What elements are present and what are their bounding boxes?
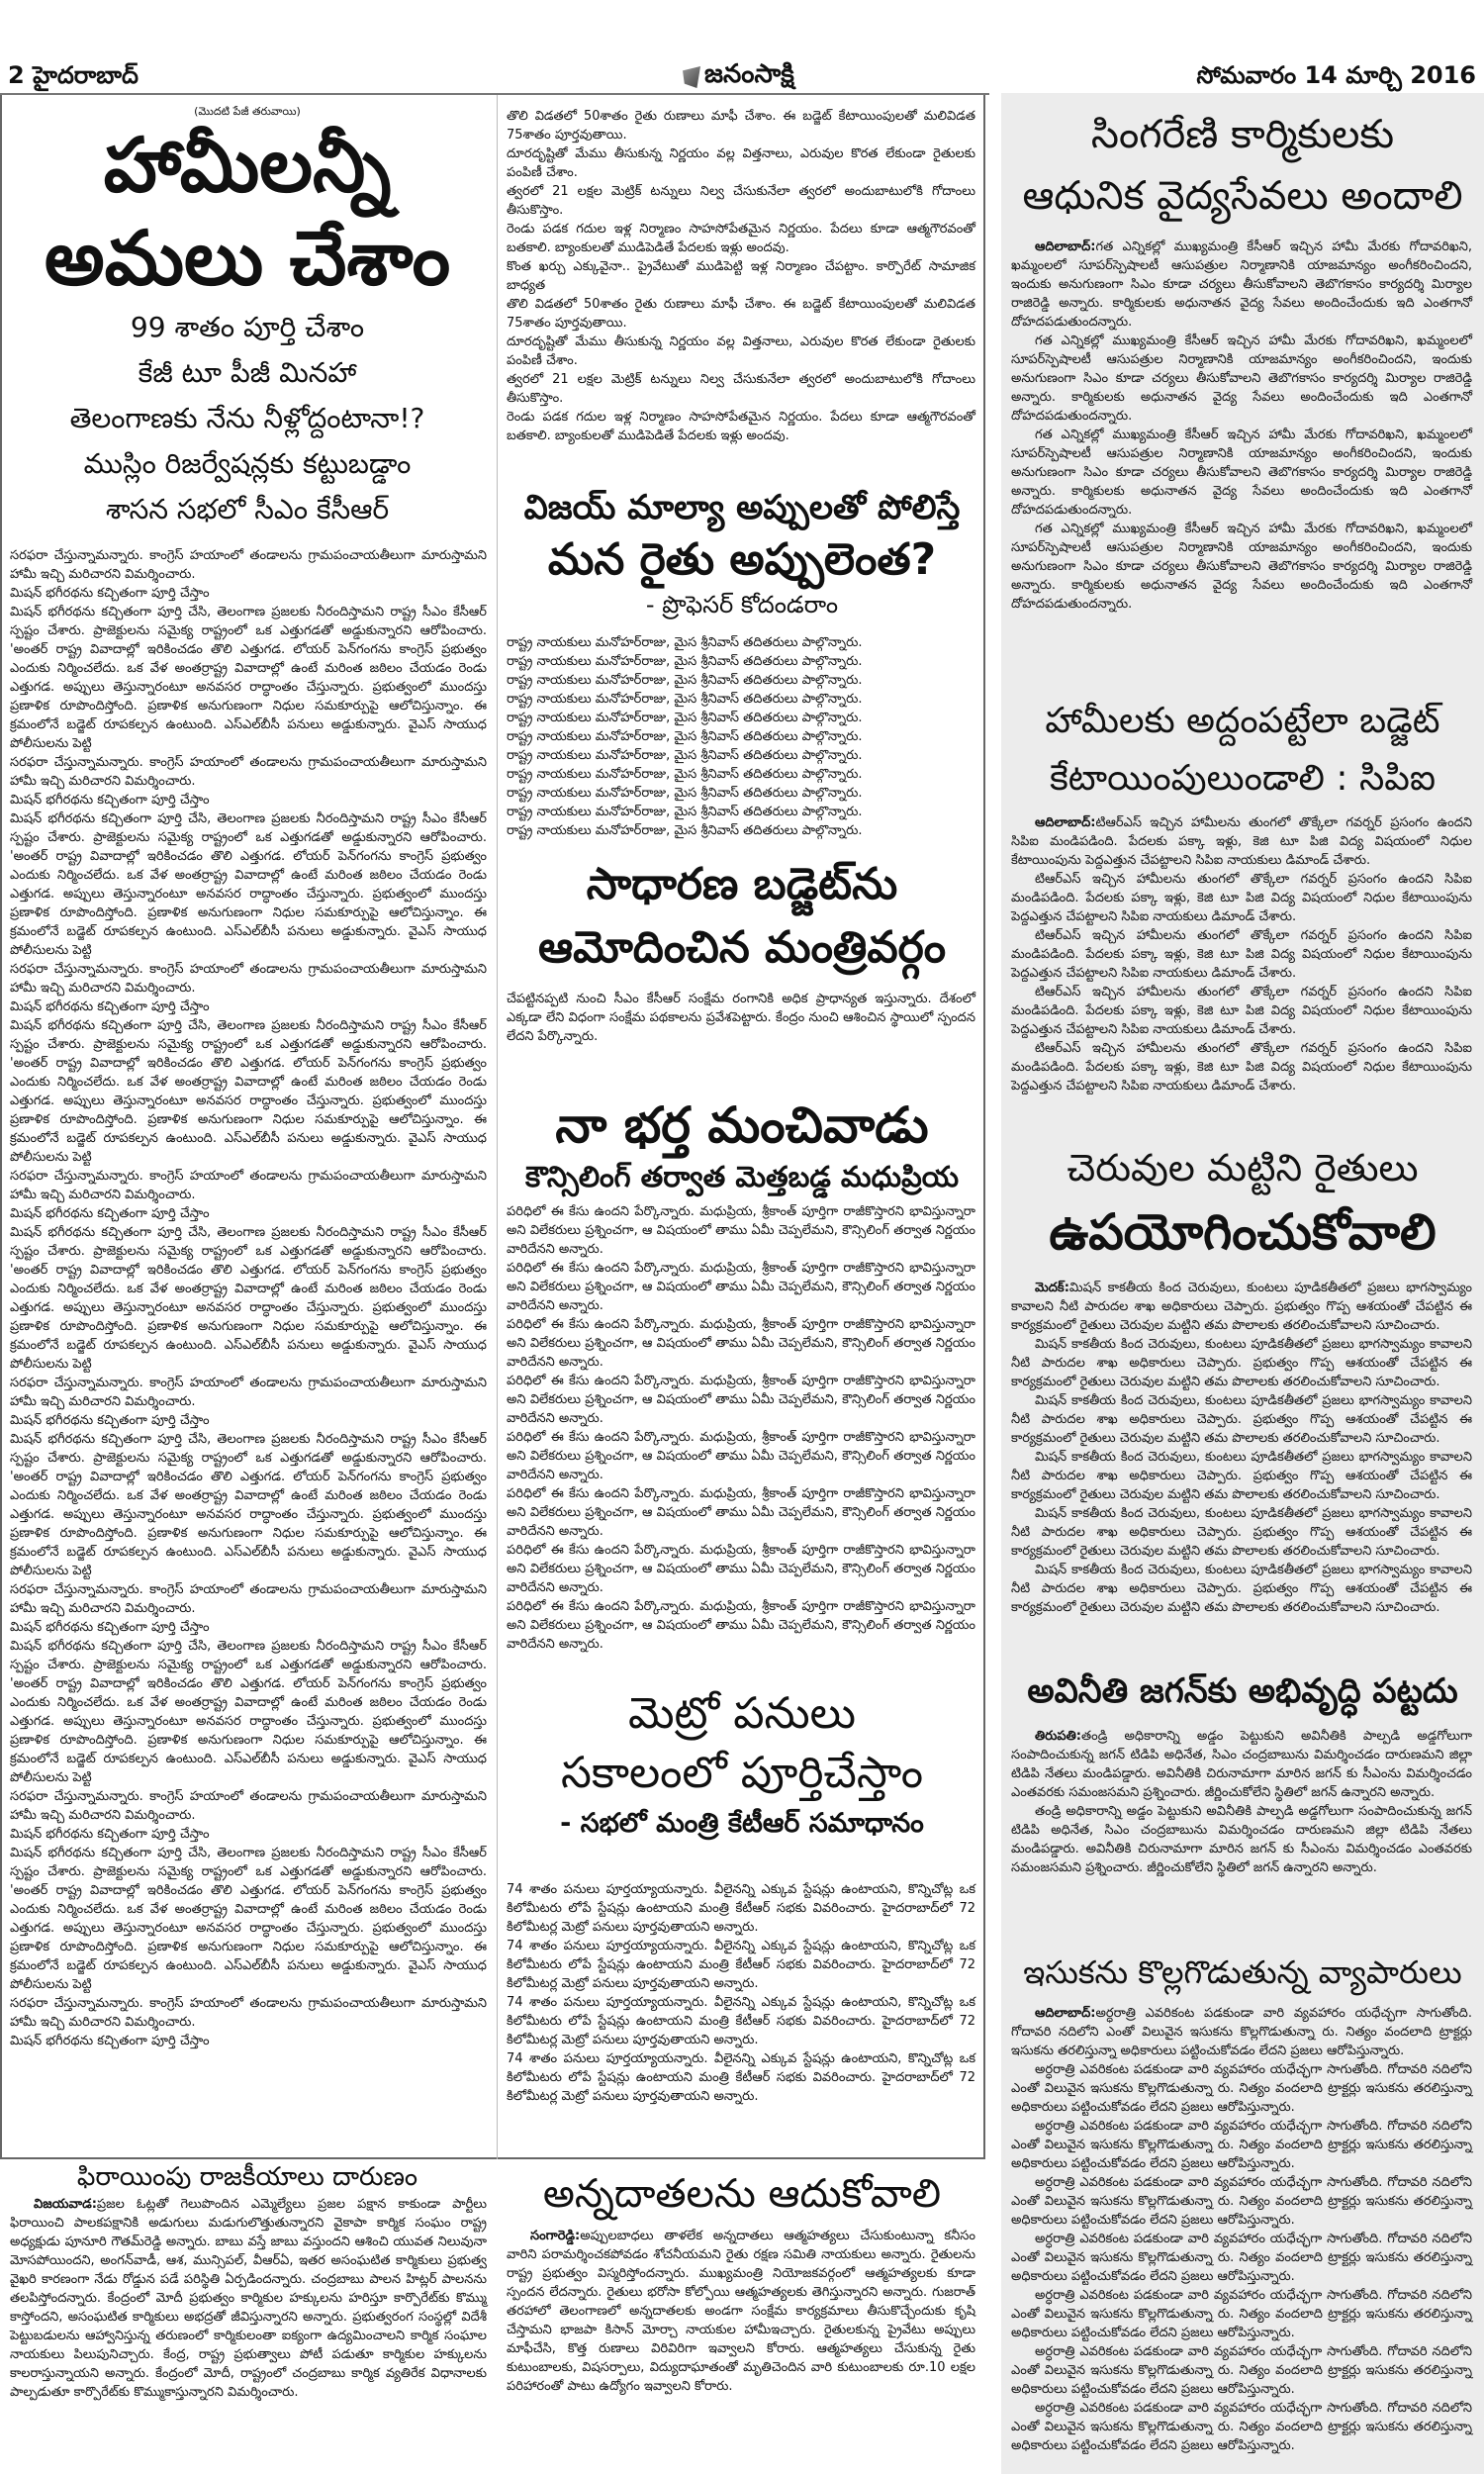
singareni-story-body [1011,238,1472,673]
paragraph-continued: పరిధిలో ఈ కేసు ఉందని పేర్కొన్నారు. మధుప్రియ, శ్రీకాంత్ పూర్తిగా రాజీకొస్తారని భావిస్తున్నారా అని విలేకరులు ప్రశ్నించగా, ఆ విషయంలో తాము ఏమీ చెప్పలేమని, కౌన్సిలింగ్ తర్వాత నిర్ణయం వారిదేనని అన్నారు. [507,1261,975,1313]
paragraph-continued [1011,520,1472,614]
paragraph: తొలి విడతలో 50శాతం రైతు రుణాలు మాఫీ చేశాం. ఈ బడ్జెట్ కేటాయింపులతో మలివిడత 75శాతం పూర్తవుతాయి. [507,109,975,143]
main-subhead-4: ముస్లిం రిజర్వేషన్లకు కట్టుబడ్డాం [83,447,412,480]
paragraph-continued: రాష్ట్ర నాయకులు మనోహర్‌రాజు, మైస శ్రీనివాస్ తదితరులు పాల్గొన్నారు. [507,805,863,819]
mallya-headline-2: మన రైతు అప్పులెంత? [547,534,937,585]
paragraph: సరఫరా చేస్తున్నామన్నారు. కాంగ్రెస్ హయాంలో తండాలను గ్రామపంచాయతీలుగా మారుస్తామని హామీ ఇచ్చి మరిచారని విమర్శించారు. [10,548,487,582]
paragraph: కొంత ఖర్చు ఎక్కువైనా.. ప్రైవేటుతో ముడిపెట్టి ఇళ్ల నిర్మాణం చేపట్టాం. కార్పొరేట్ సామాజిక బాధ్యత [507,259,975,293]
paragraph-continued: రాష్ట్ర నాయకులు మనోహర్‌రాజు, మైస శ్రీనివాస్ తదితరులు పాల్గొన్నారు. [507,729,863,744]
section-subhead: మిషన్ భగీరథను కచ్చితంగా పూర్తి చేస్తాం [10,586,210,601]
paragraph-continued: మిషన్ భగీరథను కచ్చితంగా పూర్తి చేసి, తెలంగాణ ప్రజలకు నీరందిస్తామని రాష్ట్ర సీఎం కేసీఆర్ స్పష్టం చేశారు. ప్రాజెక్టులను సమైక్య రాష్ట్రంలో ఒక ఎత్తుగడతో అడ్డుకున్నారని ఆరోపించారు. 'అంతర్ రాష్ట్ర వివాదాల్లో ఇరికించడం తొలి ఎత్తుగడ. లోయర్ పెన్‌గంగను కాంగ్రెస్ ప్రభుత్వం ఎందుకు నిర్మించలేదు. ఒక వేళ అంతర్రాష్ట్ర వివాదాల్లో ఉంటే మరింత జఠిలం చేయడం రెండు ఎత్తుగడ. అప్పులు తెస్తున్నారంటూ అనవసర రాద్ధాంతం చేస్తున్నారు. ప్రభుత్వంలో ముందస్తు ప్రణాళిక రూపొందిస్తోంది. ప్రణాళిక అనుగుణంగా నిధుల సమకూర్పుపై ఆలోచిస్తున్నాం. ఈ క్రమంలోనే బడ్జెట్ రూపకల్పన ఉంటుంది. ఎస్ఎల్‌బీసీ పనులు అడ్డుకున్నారు. వైఎస్ సాయుధ పోలీసులను పెట్టి [10,1432,487,1578]
paragraph-continued: రాష్ట్ర నాయకులు మనోహర్‌రాజు, మైస శ్రీనివాస్ తదితరులు పాల్గొన్నారు. [507,748,863,763]
city-label: హైదరాబాద్ [33,61,139,89]
dateline: తిరుపతి: [1035,1729,1081,1744]
jagan-story-header [1007,1663,1478,1720]
budget-headline-1: సాధారణ బడ్జెట్‌ను [586,859,898,909]
paragraph-continued: సరఫరా చేస్తున్నామన్నారు. కాంగ్రెస్ హయాంలో తండాలను గ్రామపంచాయతీలుగా మారుస్తామని హామీ ఇచ్చి మరిచారని విమర్శించారు. [10,755,487,789]
main-story-continued-body [507,107,975,465]
paragraph [1011,2004,1472,2060]
singareni-headline-2: ఆధునిక వైద్యసేవలు అందాలి [1022,173,1463,219]
paragraph-text: అప్పులబాధలు తాళలేక అన్నదాతలు ఆత్మహత్యలు చేసుకుంటున్నా కనీసం వారిని పరామర్శించకపోవడం శోచనీయమని రైతు రక్షణ సమితి నాయకులు అన్నారు. రైతులను రాష్ట్ర ప్రభుత్వం విస్మరిస్తోందన్నారు. ముఖ్యమంత్రి నియోజకవర్గంలో ఆత్మహత్యలకు కూడా స్పందన లేదన్నారు. రైతులు భరోసా కోల్పోయి ఆత్మహత్యలకు తెగిస్తున్నారని అన్నారు. గుజరాత్ తరహాలో తెలంగాణలో అన్నదాతలకు అండగా సంక్షేమ కార్యక్రమాలు తీసుకొచ్చేందుకు కృషి చేస్తామని భాజపా కిసాన్ మోర్చా నాయకుల హామీఇచ్చారు. రైతులకున్న ప్రైవేటు అప్పులు మాఫీచేసి, కొత్త రుణాలు విరివిరిగా ఇవ్వాలని కోరారు. ఆత్మహత్యలు చేసుకున్న రైతు కుటుంబాలకు, విషసర్పాలు, విద్యుదాఘాతంతో మృతిచెందిన వారి కుటుంబాలకు రూ.10 లక్షల పరిహారంతో పాటు ఉద్యోగం ఇవ్వాలని కోరారు. [507,2229,975,2394]
paragraph: చేపట్టినప్పటి నుంచి సీఎం కేసీఆర్ సంక్షేమ రంగానికి అధిక ప్రాధాన్యత ఇస్తున్నారు. దేశంలో ఎక్కడా లేని విధంగా సంక్షేమ పథకాలను ప్రవేశపెట్టారు. కేంద్రం నుంచి ఆశించిన స్థాయిలో స్పందన లేదని పేర్కొన్నారు. [507,992,975,1044]
paragraph-continued [1011,870,1472,926]
paragraph-continued: మిషన్ భగీరథను కచ్చితంగా పూర్తి చేస్తాం [10,999,210,1014]
paragraph-text: గత ఎన్నికల్లో ముఖ్యమంత్రి కేసీఆర్ ఇచ్చిన హామీ మేరకు గోదావరిఖని, ఖమ్మంలలో సూపర్‌స్పెషాలటీ ఆసుపత్రుల నిర్మాణానికి యాజమాన్యం అంగీకరించిందని, ఇందుకు అనుగుణంగా సిఎం కూడా చర్యలు తీసుకోవాలని తెబొగకాసం కార్యదర్శి మిర్యాల రాజిరెడ్డి అన్నారు. కార్మికులకు అధునాతన వైద్య సేవలు అందించేందుకు ఇది ఎంతగానో దోహదపడుతుందన్నారు. [1011,428,1472,518]
paragraph-text: మిషన్ కాకతీయ కింద చెరువులు, కుంటలు పూడికతీతలో ప్రజలు భాగస్వామ్యం కావాలని నీటి పారుదల శాఖ అధికారులు చెప్పారు. ప్రభుత్వం గొప్ప ఆశయంతో చేపట్టిన ఈ కార్యక్రమంలో రైతులు చెరువుల మట్టిని తమ పొలాలకు తరలించుకోవాలని సూచించారు. [1011,1506,1472,1559]
paragraph-continued: త్వరలో 21 లక్షల మెట్రిక్ టన్నులు నిల్వ చేసుకునేలా త్వరలో అందుబాటులోకి గోదాంలు తీసుకొస్తాం. [507,372,975,406]
sand-story-header [1007,1945,1478,2000]
budget-story-body [507,990,975,1081]
paragraph-text: అర్ధరాత్రి ఎవరికంట పడకుండా వారి వ్యవహారం యధేచ్ఛగా సాగుతోంది. గోదావరి నదిలోని ఎంతో విలువైన ఇసుకను కొల్లగొడుతున్నా రు. నిత్యం వందలాది ట్రాక్టర్లు ఇసుకను తరలిస్తున్నా అధికారులు పట్టించుకోవడం లేదని ప్రజలు ఆరోపిస్తున్నారు. [1011,2232,1472,2284]
paragraph-continued: సరఫరా చేస్తున్నామన్నారు. కాంగ్రెస్ హయాంలో తండాలను గ్రామపంచాయతీలుగా మారుస్తామని హామీ ఇచ్చి మరిచారని విమర్శించారు. [10,1376,487,1409]
madhupriya-subhead: కౌన్సిలింగ్ తర్వాత మెత్తబడ్డ మధుప్రియ [524,1160,959,1193]
paragraph: త్వరలో 21 లక్షల మెట్రిక్ టన్నులు నిల్వ చేసుకునేలా త్వరలో అందుబాటులోకి గోదాంలు తీసుకొస్తాం. [507,184,975,218]
main-subhead-3: తెలంగాణకు నేను నీళ్లోద్దంటానా!? [69,402,425,434]
budget-headline-2: ఆమోదించిన మంత్రివర్గం [537,922,947,973]
paragraph-text: తండ్రి అధికారాన్ని అడ్డం పెట్టుకుని అవినీతికి పాల్పడి అడ్డగోలుగా సంపాదించుకున్న జగన్ టిడిపి అధినేత, సిఎం చంద్రబాబును విమర్శించడం దారుణమని జిల్లా టిడిపి నేతలు మండిపడ్డారు. అవినీతికి చిరునామాగా మారిన జగన్ కు సీఎంను విమర్శించడం ఎంతవరకు సమంజసమని ప్రశ్నించారు. జీర్ణించుకోలేని స్థితిలో జగన్ ఉన్నారని అన్నారు. [1011,1804,1472,1875]
metro-story-body [507,1880,975,2147]
paragraph-continued: 74 శాతం పనులు పూర్తయ్యాయన్నారు. వీలైనన్ని ఎక్కువ స్టేషన్లు ఉంటాయని, కొన్నిచోట్ల ఒక కిలోమీటరు లోపే స్టేషన్లు ఉంటాయని మంత్రి కేటీఆర్ సభకు వివరించారు. హైదరాబాద్‌లో 72 కిలోమీటర్ల మెట్రో పనులు పూర్తవుతాయని అన్నారు. [507,1939,975,1991]
paragraph-text: గత ఎన్నికల్లో ముఖ్యమంత్రి కేసీఆర్ ఇచ్చిన హామీ మేరకు గోదావరిఖని, ఖమ్మంలలో సూపర్‌స్పెషాలటీ ఆసుపత్రుల నిర్మాణానికి యాజమాన్యం అంగీకరించిందని, ఇందుకు అనుగుణంగా సిఎం కూడా చర్యలు తీసుకోవాలని తెబొగకాసం కార్యదర్శి మిర్యాల రాజిరెడ్డి అన్నారు. కార్మికులకు అధునాతన వైద్య సేవలు అందించేందుకు ఇది ఎంతగానో దోహదపడుతుందన్నారు. [1011,522,1472,612]
paragraph-continued: సరఫరా చేస్తున్నామన్నారు. కాంగ్రెస్ హయాంలో తండాలను గ్రామపంచాయతీలుగా మారుస్తామని హామీ ఇచ్చి మరిచారని విమర్శించారు. [10,1789,487,1823]
paragraph-continued: సరఫరా చేస్తున్నామన్నారు. కాంగ్రెస్ హయాంలో తండాలను గ్రామపంచాయతీలుగా మారుస్తామని హామీ ఇచ్చి మరిచారని విమర్శించారు. [10,1996,487,2030]
paragraph-continued: పరిధిలో ఈ కేసు ఉందని పేర్కొన్నారు. మధుప్రియ, శ్రీకాంత్ పూర్తిగా రాజీకొస్తారని భావిస్తున్నారా అని విలేకరులు ప్రశ్నించగా, ఆ విషయంలో తాము ఏమీ చెప్పలేమని, కౌన్సిలింగ్ తర్వాత నిర్ణయం వారిదేనని అన్నారు. [507,1374,975,1426]
paper-name: జనంసాక్షి [704,59,794,89]
issue-date: సోమవారం 14 మార్చి 2016 [1196,61,1476,89]
paragraph-text: అర్ధరాత్రి ఎవరికంట పడకుండా వారి వ్యవహారం యధేచ్ఛగా సాగుతోంది. గోదావరి నదిలోని ఎంతో విలువైన ఇసుకను కొల్లగొడుతున్నా రు. నిత్యం వందలాది ట్రాక్టర్లు ఇసుకను తరలిస్తున్నా అధికారులు పట్టించుకోవడం లేదని ప్రజలు ఆరోపిస్తున్నారు. [1011,2062,1472,2115]
mallya-story-header [505,483,979,621]
paragraph-text: అర్ధరాత్రి ఎవరికంట పడకుండా వారి వ్యవహారం యధేచ్ఛగా సాగుతోంది. గోదావరి నదిలోని ఎంతో విలువైన ఇసుకను కొల్లగొడుతున్నా రు. నిత్యం వందలాది ట్రాక్టర్లు ఇసుకను తరలిస్తున్నా అధికారులు పట్టించుకోవడం లేదని ప్రజలు ఆరోపిస్తున్నారు. [1011,2401,1472,2453]
paragraph-continued [1011,2342,1472,2399]
paragraph-continued: రాష్ట్ర నాయకులు మనోహర్‌రాజు, మైస శ్రీనివాస్ తదితరులు పాల్గొన్నారు. [507,711,863,725]
logo-icon [683,66,700,88]
tanks-story-body [1011,1279,1472,1655]
metro-headline-1: మెట్రో పనులు [627,1688,857,1739]
paragraph-continued: 74 శాతం పనులు పూర్తయ్యాయన్నారు. వీలైనన్ని ఎక్కువ స్టేషన్లు ఉంటాయని, కొన్నిచోట్ల ఒక కిలోమీటరు లోపే స్టేషన్లు ఉంటాయని మంత్రి కేటీఆర్ సభకు వివరించారు. హైదరాబాద్‌లో 72 కిలోమీటర్ల మెట్రో పనులు పూర్తవుతాయని అన్నారు. [507,1995,975,2047]
dateline: విజయవాడ: [34,2197,97,2212]
paragraph [507,2227,975,2396]
jagan-story-body [1011,1727,1472,1935]
mallya-headline-1: విజయ్ మాల్యా అప్పులతో పోలిస్తే [523,488,961,527]
paragraph-text: అర్ధరాత్రి ఎవరికంట పడకుండా వారి వ్యవహారం యధేచ్ఛగా సాగుతోంది. గోదావరి నదిలోని ఎంతో విలువైన ఇసుకను కొల్లగొడుతున్నా రు. నిత్యం వందలాది ట్రాక్టర్లు ఇసుకను తరలిస్తున్నా అధికారులు పట్టించుకోవడం లేదని ప్రజలు ఆరోపిస్తున్నారు. [1011,2175,1472,2228]
dateline: మెదక్: [1035,1281,1069,1295]
paragraph-continued [1011,2399,1472,2455]
paragraph-text: అర్ధరాత్రి ఎవరికంట పడకుండా వారి వ్యవహారం యధేచ్ఛగా సాగుతోంది. గోదావరి నదిలోని ఎంతో విలువైన ఇసుకను కొల్లగొడుతున్నా రు. నిత్యం వందలాది ట్రాక్టర్లు ఇసుకను తరలిస్తున్నా అధికారులు పట్టించుకోవడం లేదని ప్రజలు ఆరోపిస్తున్నారు. [1011,2288,1472,2340]
madhupriya-story-header [505,1094,979,1197]
paragraph-continued [1011,2117,1472,2173]
paragraph-continued [1011,2230,1472,2286]
paragraph-continued: 74 శాతం పనులు పూర్తయ్యాయన్నారు. వీలైనన్ని ఎక్కువ స్టేషన్లు ఉంటాయని, కొన్నిచోట్ల ఒక కిలోమీటరు లోపే స్టేషన్లు ఉంటాయని మంత్రి కేటీఆర్ సభకు వివరించారు. హైదరాబాద్‌లో 72 కిలోమీటర్ల మెట్రో పనులు పూర్తవుతాయని అన్నారు. [507,2051,975,2104]
madhupriya-headline: నా భర్త మంచివాడు [555,1096,929,1154]
paragraph-continued: పరిధిలో ఈ కేసు ఉందని పేర్కొన్నారు. మధుప్రియ, శ్రీకాంత్ పూర్తిగా రాజీకొస్తారని భావిస్తున్నారా అని విలేకరులు ప్రశ్నించగా, ఆ విషయంలో తాము ఏమీ చెప్పలేమని, కౌన్సిలింగ్ తర్వాత నిర్ణయం వారిదేనని అన్నారు. [507,1486,975,1539]
paragraph-continued [1011,1561,1472,1617]
main-subhead-1: 99 శాతం పూర్తి చేశాం [130,311,365,343]
paragraph-continued: రాష్ట్ర నాయకులు మనోహర్‌రాజు, మైస శ్రీనివాస్ తదితరులు పాల్గొన్నారు. [507,823,863,838]
metro-story-header [505,1684,979,1845]
paragraph-continued [1011,926,1472,983]
paragraph-continued [1011,2286,1472,2342]
paragraph-continued: సరఫరా చేస్తున్నామన్నారు. కాంగ్రెస్ హయాంలో తండాలను గ్రామపంచాయతీలుగా మారుస్తామని హామీ ఇచ్చి మరిచారని విమర్శించారు. [10,1582,487,1616]
dateline: సంగారెడ్డి: [530,2229,581,2243]
cpi-story-header [1007,693,1478,808]
paragraph-text: మిషన్ కాకతీయ కింద చెరువులు, కుంటలు పూడికతీతలో ప్రజలు భాగస్వామ్యం కావాలని నీటి పారుదల శాఖ అధికారులు చెప్పారు. ప్రభుత్వం గొప్ప ఆశయంతో చేపట్టిన ఈ కార్యక్రమంలో రైతులు చెరువుల మట్టిని తమ పొలాలకు తరలించుకోవాలని సూచించారు. [1011,1563,1472,1615]
main-story-body [10,546,487,2144]
paragraph-continued: మిషన్ భగీరథను కచ్చితంగా పూర్తి చేసి, తెలంగాణ ప్రజలకు నీరందిస్తామని రాష్ట్ర సీఎం కేసీఆర్ స్పష్టం చేశారు. ప్రాజెక్టులను సమైక్య రాష్ట్రంలో ఒక ఎత్తుగడతో అడ్డుకున్నారని ఆరోపించారు. 'అంతర్ రాష్ట్ర వివాదాల్లో ఇరికించడం తొలి ఎత్తుగడ. లోయర్ పెన్‌గంగను కాంగ్రెస్ ప్రభుత్వం ఎందుకు నిర్మించలేదు. ఒక వేళ అంతర్రాష్ట్ర వివాదాల్లో ఉంటే మరింత జఠిలం చేయడం రెండు ఎత్తుగడ. అప్పులు తెస్తున్నారంటూ అనవసర రాద్ధాంతం చేస్తున్నారు. ప్రభుత్వంలో ముందస్తు ప్రణాళిక రూపొందిస్తోంది. ప్రణాళిక అనుగుణంగా నిధుల సమకూర్పుపై ఆలోచిస్తున్నాం. ఈ క్రమంలోనే బడ్జెట్ రూపకల్పన ఉంటుంది. ఎస్ఎల్‌బీసీ పనులు అడ్డుకున్నారు. వైఎస్ సాయుధ పోలీసులను పెట్టి [10,811,487,958]
main-subhead-2: కేజీ టూ పీజీ మినహా [138,356,357,389]
paragraph-continued [1011,1039,1472,1095]
paragraph-continued: రాష్ట్ర నాయకులు మనోహర్‌రాజు, మైస శ్రీనివాస్ తదితరులు పాల్గొన్నారు. [507,767,863,782]
defection-headline: ఫిరాయింపు రాజకీయాలు దారుణం [76,2162,418,2192]
paragraph-continued [1011,983,1472,1039]
paragraph-continued: రాష్ట్ర నాయకులు మనోహర్‌రాజు, మైస శ్రీనివాస్ తదితరులు పాల్గొన్నారు. [507,654,863,669]
paragraph [1011,1727,1472,1802]
cpi-headline-1: హామీలకు అద్దంపట్టేలా బడ్జెట్ [1045,701,1440,741]
farmers-story-header [505,2167,979,2221]
paragraph-continued [1011,2173,1472,2230]
paragraph-continued: పరిధిలో ఈ కేసు ఉందని పేర్కొన్నారు. మధుప్రియ, శ్రీకాంత్ పూర్తిగా రాజీకొస్తారని భావిస్తున్నారా అని విలేకరులు ప్రశ్నించగా, ఆ విషయంలో తాము ఏమీ చెప్పలేమని, కౌన్సిలింగ్ తర్వాత నిర్ణయం వారిదేనని అన్నారు. [507,1317,975,1370]
paragraph-text: అర్ధరాత్రి ఎవరికంట పడకుండా వారి వ్యవహారం యధేచ్ఛగా సాగుతోంది. గోదావరి నదిలోని ఎంతో విలువైన ఇసుకను కొల్లగొడుతున్నా రు. నిత్యం వందలాది ట్రాక్టర్లు ఇసుకను తరలిస్తున్నా అధికారులు పట్టించుకోవడం లేదని ప్రజలు ఆరోపిస్తున్నారు. [1011,2006,1472,2058]
paragraph-continued: మిషన్ భగీరథను కచ్చితంగా పూర్తి చేస్తాం [10,1413,210,1428]
paragraph-text: టిఆర్ఎస్ ఇచ్చిన హామీలను తుంగలో తొక్కేలా గవర్నర్ ప్రసంగం ఉందని సిపిఐ మండిపడింది. పేదలకు పక్కా ఇళ్లు, కెజి టూ పిజి విద్య విషయంలో నిధుల కేటాయింపును పెద్దఎత్తున చేపట్టాలని సిపిఐ నాయకులు డిమాండ్ చేశారు. [1011,815,1472,868]
paragraph-continued [1011,332,1472,426]
paragraph-text: అర్ధరాత్రి ఎవరికంట పడకుండా వారి వ్యవహారం యధేచ్ఛగా సాగుతోంది. గోదావరి నదిలోని ఎంతో విలువైన ఇసుకను కొల్లగొడుతున్నా రు. నిత్యం వందలాది ట్రాక్టర్లు ఇసుకను తరలిస్తున్నా అధికారులు పట్టించుకోవడం లేదని ప్రజలు ఆరోపిస్తున్నారు. [1011,2119,1472,2171]
paragraph-continued: దూరదృష్టితో మేము తీసుకున్న నిర్ణయం వల్ల విత్తనాలు, ఎరువుల కొరత లేకుండా రైతులకు పంపిణీ చేశాం. [507,334,975,368]
paragraph-text: అర్ధరాత్రి ఎవరికంట పడకుండా వారి వ్యవహారం యధేచ్ఛగా సాగుతోంది. గోదావరి నదిలోని ఎంతో విలువైన ఇసుకను కొల్లగొడుతున్నా రు. నిత్యం వందలాది ట్రాక్టర్లు ఇసుకను తరలిస్తున్నా అధికారులు పట్టించుకోవడం లేదని ప్రజలు ఆరోపిస్తున్నారు. [1011,2344,1472,2397]
paragraph-continued: పరిధిలో ఈ కేసు ఉందని పేర్కొన్నారు. మధుప్రియ, శ్రీకాంత్ పూర్తిగా రాజీకొస్తారని భావిస్తున్నారా అని విలేకరులు ప్రశ్నించగా, ఆ విషయంలో తాము ఏమీ చెప్పలేమని, కౌన్సిలింగ్ తర్వాత నిర్ణయం వారిదేనని అన్నారు. [507,1599,975,1652]
paragraph-text: టిఆర్ఎస్ ఇచ్చిన హామీలను తుంగలో తొక్కేలా గవర్నర్ ప్రసంగం ఉందని సిపిఐ మండిపడింది. పేదలకు పక్కా ఇళ్లు, కెజి టూ పిజి విద్య విషయంలో నిధుల కేటాయింపును పెద్దఎత్తున చేపట్టాలని సిపిఐ నాయకులు డిమాండ్ చేశారు. [1011,985,1472,1037]
paragraph-text: తండ్రి అధికారాన్ని అడ్డం పెట్టుకుని అవినీతికి పాల్పడి అడ్డగోలుగా సంపాదించుకున్న జగన్ టిడిపి అధినేత, సిఎం చంద్రబాబును విమర్శించడం దారుణమని జిల్లా టిడిపి నేతలు మండిపడ్డారు. అవినీతికి చిరునామాగా మారిన జగన్ కు సీఎంను విమర్శించడం ఎంతవరకు సమంజసమని ప్రశ్నించారు. జీర్ణించుకోలేని స్థితిలో జగన్ ఉన్నారని అన్నారు. [1011,1729,1472,1800]
paragraph-continued: మిషన్ భగీరథను కచ్చితంగా పూర్తి చేసి, తెలంగాణ ప్రజలకు నీరందిస్తామని రాష్ట్ర సీఎం కేసీఆర్ స్పష్టం చేశారు. ప్రాజెక్టులను సమైక్య రాష్ట్రంలో ఒక ఎత్తుగడతో అడ్డుకున్నారని ఆరోపించారు. 'అంతర్ రాష్ట్ర వివాదాల్లో ఇరికించడం తొలి ఎత్తుగడ. లోయర్ పెన్‌గంగను కాంగ్రెస్ ప్రభుత్వం ఎందుకు నిర్మించలేదు. ఒక వేళ అంతర్రాష్ట్ర వివాదాల్లో ఉంటే మరింత జఠిలం చేయడం రెండు ఎత్తుగడ. అప్పులు తెస్తున్నారంటూ అనవసర రాద్ధాంతం చేస్తున్నారు. ప్రభుత్వంలో ముందస్తు ప్రణాళిక రూపొందిస్తోంది. ప్రణాళిక అనుగుణంగా నిధుల సమకూర్పుపై ఆలోచిస్తున్నాం. ఈ క్రమంలోనే బడ్జెట్ రూపకల్పన ఉంటుంది. ఎస్ఎల్‌బీసీ పనులు అడ్డుకున్నారు. వైఎస్ సాయుధ పోలీసులను పెట్టి [10,1225,487,1372]
main-headline-line-2: అమలు చేశాం [44,214,451,302]
paragraph-continued: మిషన్ భగీరథను కచ్చితంగా పూర్తి చేస్తాం [10,1206,210,1221]
paragraph: మిషన్ భగీరథను కచ్చితంగా పూర్తి చేసి, తెలంగాణ ప్రజలకు నీరందిస్తామని రాష్ట్ర సీఎం కేసీఆర్ స్పష్టం చేశారు. ప్రాజెక్టులను సమైక్య రాష్ట్రంలో ఒక ఎత్తుగడతో అడ్డుకున్నారని ఆరోపించారు. 'అంతర్ రాష్ట్ర వివాదాల్లో ఇరికించడం తొలి ఎత్తుగడ. లోయర్ పెన్‌గంగను కాంగ్రెస్ ప్రభుత్వం ఎందుకు నిర్మించలేదు. ఒక వేళ అంతర్రాష్ట్ర వివాదాల్లో ఉంటే మరింత జఠిలం చేయడం రెండు ఎత్తుగడ. అప్పులు తెస్తున్నారంటూ అనవసర రాద్ధాంతం చేస్తున్నారు. ప్రభుత్వంలో ముందస్తు ప్రణాళిక రూపొందిస్తోంది. ప్రణాళిక అనుగుణంగా నిధుల సమకూర్పుపై ఆలోచిస్తున్నాం. ఈ క్రమంలోనే బడ్జెట్ రూపకల్పన ఉంటుంది. ఎస్ఎల్‌బీసీ పనులు అడ్డుకున్నారు. వైఎస్ సాయుధ పోలీసులను పెట్టి [10,605,487,751]
paragraph [1011,1279,1472,1335]
kicker: (మొదటి పేజీ తరువాయి) [194,105,301,118]
paragraph-text: మిషన్ కాకతీయ కింద చెరువులు, కుంటలు పూడికతీతలో ప్రజలు భాగస్వామ్యం కావాలని నీటి పారుదల శాఖ అధికారులు చెప్పారు. ప్రభుత్వం గొప్ప ఆశయంతో చేపట్టిన ఈ కార్యక్రమంలో రైతులు చెరువుల మట్టిని తమ పొలాలకు తరలించుకోవాలని సూచించారు. [1011,1337,1472,1389]
mallya-story-body [507,633,975,841]
paragraph-continued: సరఫరా చేస్తున్నామన్నారు. కాంగ్రెస్ హయాంలో తండాలను గ్రామపంచాయతీలుగా మారుస్తామని హామీ ఇచ్చి మరిచారని విమర్శించారు. [10,1169,487,1202]
paragraph-text: గత ఎన్నికల్లో ముఖ్యమంత్రి కేసీఆర్ ఇచ్చిన హామీ మేరకు గోదావరిఖని, ఖమ్మంలలో సూపర్‌స్పెషాలటీ ఆసుపత్రుల నిర్మాణానికి యాజమాన్యం అంగీకరించిందని, ఇందుకు అనుగుణంగా సిఎం కూడా చర్యలు తీసుకోవాలని తెబొగకాసం కార్యదర్శి మిర్యాల రాజిరెడ్డి అన్నారు. కార్మికులకు అధునాతన వైద్య సేవలు అందించేందుకు ఇది ఎంతగానో దోహదపడుతుందన్నారు. [1011,333,1472,424]
sand-headline: ఇసుకను కొల్లగొడుతున్న వ్యాపారులు [1023,1953,1462,1991]
singareni-headline-1: సింగరేణి కార్మికులకు [1090,112,1395,157]
jagan-headline: అవినీతి జగన్‌కు అభివృద్ధి పట్టదు [1027,1671,1458,1711]
paragraph-continued [1011,1335,1472,1391]
paragraph-continued [1011,1391,1472,1448]
paper-logo [683,59,794,95]
paragraph-continued: మిషన్ భగీరథను కచ్చితంగా పూర్తి చేస్తాం [10,793,210,808]
budget-story-header [505,853,979,980]
paragraph-continued: మిషన్ భగీరథను కచ్చితంగా పూర్తి చేస్తాం [10,2034,210,2048]
defection-story-body [10,2195,487,2462]
paragraph [1011,238,1472,332]
paragraph-continued [1011,2060,1472,2117]
paragraph-text: టిఆర్ఎస్ ఇచ్చిన హామీలను తుంగలో తొక్కేలా గవర్నర్ ప్రసంగం ఉందని సిపిఐ మండిపడింది. పేదలకు పక్కా ఇళ్లు, కెజి టూ పిజి విద్య విషయంలో నిధుల కేటాయింపును పెద్దఎత్తున చేపట్టాలని సిపిఐ నాయకులు డిమాండ్ చేశారు. [1011,1041,1472,1094]
farmers-story-body [507,2227,975,2462]
paragraph: రెండు పడక గదుల ఇళ్ల నిర్మాణం సాహసోపేతమైన నిర్ణయం. పేదలు కూడా ఆత్మగౌరవంతో బతకాలి. బ్యాంకులతో ముడిపెడితే పేదలకు ఇళ్లు అందవు. [507,222,975,255]
paragraph-continued: రెండు పడక గదుల ఇళ్ల నిర్మాణం సాహసోపేతమైన నిర్ణయం. పేదలు కూడా ఆత్మగౌరవంతో బతకాలి. బ్యాంకులతో ముడిపెడితే పేదలకు ఇళ్లు అందవు. [507,410,975,443]
mallya-byline: - ప్రొఫెసర్ కోదండరాం [645,591,839,618]
tanks-headline-1: చెరువుల మట్టిని రైతులు [1067,1146,1419,1189]
paragraph-continued [1011,1448,1472,1504]
tanks-story-header [1007,1138,1478,1267]
paragraph-text: మిషన్ కాకతీయ కింద చెరువులు, కుంటలు పూడికతీతలో ప్రజలు భాగస్వామ్యం కావాలని నీటి పారుదల శాఖ అధికారులు చెప్పారు. ప్రభుత్వం గొప్ప ఆశయంతో చేపట్టిన ఈ కార్యక్రమంలో రైతులు చెరువుల మట్టిని తమ పొలాలకు తరలించుకోవాలని సూచించారు. [1011,1281,1472,1333]
dateline: ఆదిలాబాద్: [1035,815,1096,830]
farmers-headline: అన్నదాతలను ఆదుకోవాలి [542,2171,942,2217]
paragraph-continued: మిషన్ భగీరథను కచ్చితంగా పూర్తి చేస్తాం [10,1620,210,1635]
metro-subhead: - సభలో మంత్రి కేటీఆర్ సమాధానం [560,1808,924,1839]
paragraph-continued: తొలి విడతలో 50శాతం రైతు రుణాలు మాఫీ చేశాం. ఈ బడ్జెట్ కేటాయింపులతో మలివిడత 75శాతం పూర్తవుతాయి. [507,297,975,331]
paragraph-text: టిఆర్ఎస్ ఇచ్చిన హామీలను తుంగలో తొక్కేలా గవర్నర్ ప్రసంగం ఉందని సిపిఐ మండిపడింది. పేదలకు పక్కా ఇళ్లు, కెజి టూ పిజి విద్య విషయంలో నిధుల కేటాయింపును పెద్దఎత్తున చేపట్టాలని సిపిఐ నాయకులు డిమాండ్ చేశారు. [1011,872,1472,924]
metro-headline-2: సకాలంలో పూర్తిచేస్తాం [560,1748,924,1798]
paragraph: పరిధిలో ఈ కేసు ఉందని పేర్కొన్నారు. మధుప్రియ, శ్రీకాంత్ పూర్తిగా రాజీకొస్తారని భావిస్తున్నారా అని విలేకరులు ప్రశ్నించగా, ఆ విషయంలో తాము ఏమీ చెప్పలేమని, కౌన్సిలింగ్ తర్వాత నిర్ణయం వారిదేనని అన్నారు. [507,1204,975,1257]
paragraph-continued: మిషన్ భగీరథను కచ్చితంగా పూర్తి చేసి, తెలంగాణ ప్రజలకు నీరందిస్తామని రాష్ట్ర సీఎం కేసీఆర్ స్పష్టం చేశారు. ప్రాజెక్టులను సమైక్య రాష్ట్రంలో ఒక ఎత్తుగడతో అడ్డుకున్నారని ఆరోపించారు. 'అంతర్ రాష్ట్ర వివాదాల్లో ఇరికించడం తొలి ఎత్తుగడ. లోయర్ పెన్‌గంగను కాంగ్రెస్ ప్రభుత్వం ఎందుకు నిర్మించలేదు. ఒక వేళ అంతర్రాష్ట్ర వివాదాల్లో ఉంటే మరింత జఠిలం చేయడం రెండు ఎత్తుగడ. అప్పులు తెస్తున్నారంటూ అనవసర రాద్ధాంతం చేస్తున్నారు. ప్రభుత్వంలో ముందస్తు ప్రణాళిక రూపొందిస్తోంది. ప్రణాళిక అనుగుణంగా నిధుల సమకూర్పుపై ఆలోచిస్తున్నాం. ఈ క్రమంలోనే బడ్జెట్ రూపకల్పన ఉంటుంది. ఎస్ఎల్‌బీసీ పనులు అడ్డుకున్నారు. వైఎస్ సాయుధ పోలీసులను పెట్టి [10,1018,487,1165]
main-subhead-5: శాసన సభలో సీఎం కేసీఆర్ [105,493,390,525]
madhupriya-story-body [507,1202,975,1672]
paragraph-continued: సరఫరా చేస్తున్నామన్నారు. కాంగ్రెస్ హయాంలో తండాలను గ్రామపంచాయతీలుగా మారుస్తామని హామీ ఇచ్చి మరిచారని విమర్శించారు. [10,962,487,996]
paragraph: 74 శాతం పనులు పూర్తయ్యాయన్నారు. వీలైనన్ని ఎక్కువ స్టేషన్లు ఉంటాయని, కొన్నిచోట్ల ఒక కిలోమీటరు లోపే స్టేషన్లు ఉంటాయని మంత్రి కేటీఆర్ సభకు వివరించారు. హైదరాబాద్‌లో 72 కిలోమీటర్ల మెట్రో పనులు పూర్తవుతాయని అన్నారు. [507,1882,975,1935]
column-divider [497,95,498,2159]
singareni-story-header [1007,104,1478,227]
paragraph-continued [1011,1504,1472,1561]
paragraph-continued: రాష్ట్ర నాయకులు మనోహర్‌రాజు, మైస శ్రీనివాస్ తదితరులు పాల్గొన్నారు. [507,673,863,688]
page-number-city [8,61,139,95]
masthead [0,0,1484,89]
page-number: 2 [8,61,25,89]
paragraph: రాష్ట్ర నాయకులు మనోహర్‌రాజు, మైస శ్రీనివాస్ తదితరులు పాల్గొన్నారు. [507,635,863,650]
paragraph-continued [1011,426,1472,520]
paragraph-continued: మిషన్ భగీరథను కచ్చితంగా పూర్తి చేసి, తెలంగాణ ప్రజలకు నీరందిస్తామని రాష్ట్ర సీఎం కేసీఆర్ స్పష్టం చేశారు. ప్రాజెక్టులను సమైక్య రాష్ట్రంలో ఒక ఎత్తుగడతో అడ్డుకున్నారని ఆరోపించారు. 'అంతర్ రాష్ట్ర వివాదాల్లో ఇరికించడం తొలి ఎత్తుగడ. లోయర్ పెన్‌గంగను కాంగ్రెస్ ప్రభుత్వం ఎందుకు నిర్మించలేదు. ఒక వేళ అంతర్రాష్ట్ర వివాదాల్లో ఉంటే మరింత జఠిలం చేయడం రెండు ఎత్తుగడ. అప్పులు తెస్తున్నారంటూ అనవసర రాద్ధాంతం చేస్తున్నారు. ప్రభుత్వంలో ముందస్తు ప్రణాళిక రూపొందిస్తోంది. ప్రణాళిక అనుగుణంగా నిధుల సమకూర్పుపై ఆలోచిస్తున్నాం. ఈ క్రమంలోనే బడ్జెట్ రూపకల్పన ఉంటుంది. ఎస్ఎల్‌బీసీ పనులు అడ్డుకున్నారు. వైఎస్ సాయుధ పోలీసులను పెట్టి [10,1846,487,1992]
paragraph-continued: రాష్ట్ర నాయకులు మనోహర్‌రాజు, మైస శ్రీనివాస్ తదితరులు పాల్గొన్నారు. [507,786,863,801]
cpi-story-body [1011,813,1472,1120]
paragraph-text: టిఆర్ఎస్ ఇచ్చిన హామీలను తుంగలో తొక్కేలా గవర్నర్ ప్రసంగం ఉందని సిపిఐ మండిపడింది. పేదలకు పక్కా ఇళ్లు, కెజి టూ పిజి విద్య విషయంలో నిధుల కేటాయింపును పెద్దఎత్తున చేపట్టాలని సిపిఐ నాయకులు డిమాండ్ చేశారు. [1011,928,1472,981]
paragraph-continued [1011,1802,1472,1877]
paragraph-text: ప్రజల ఓట్లతో గెలుపొందిన ఎమ్మెల్యేలు ప్రజల పక్షాన కాకుండా పార్టీలు ఫిరాయించి పాలకపక్షానికి అడుగులు మడుగులొత్తుతున్నారని వైకాపా కార్మిక సంఘం రాష్ట్ర అధ్యక్షుడు పూనూరి గౌతమ్‌రెడ్డి అన్నారు. బాబు వస్తే జాబు వస్తుందని ఆశించి యువత నిలువునా మోసపోయిందని, అంగన్‌వాడీ, ఆశ, మున్సిపల్, వీఆర్ఏ, ఇతర అసంఘటిత కార్మికులు ప్రభుత్వ వైఖరి కారణంగా నేడు రోడ్డున పడే పరిస్థితి ఏర్పడిందన్నారు. చంద్రబాబు పాలన హిట్లర్ పాలనను తలపిస్తోందన్నారు. కేంద్రంలో మోదీ ప్రభుత్వం కార్మికుల హక్కులను హరిస్తూ కార్పొరేట్‌కు కొమ్ము కాస్తోందని, అసంఘటిత కార్మికులు అభద్రతో జీవిస్తున్నారని అన్నారు. ప్రభుత్వరంగ సంస్థల్లో విదేశీ పెట్టుబడులను ఆహ్వానిస్తున్న తరుణంలో కార్మికులంతా ఐక్యంగా ఉద్యమించాలని కార్మిక సంఘాల నాయకులు పిలుపునిచ్చారు. కేంద్ర, రాష్ట్ర ప్రభుత్వాలు పోటీ పడుతూ కార్మికుల హక్కులను కాలరాస్తున్నాయని అన్నారు. కేంద్రంలో మోదీ, రాష్ట్రంలో చంద్రబాబు కార్మిక వ్యతిరేక విధానాలకు పాల్పడుతూ కార్పొరేట్‌కు కొమ్ముకాస్తున్నారని విమర్శించారు. [10,2197,487,2400]
cpi-headline-2: కేటాయింపులుండాలి : సిపిఐ [1049,758,1436,799]
sand-story-body [1011,2004,1472,2461]
tanks-headline-2: ఉపయోగించుకోవాలి [1049,1203,1437,1261]
paragraph-text: మిషన్ కాకతీయ కింద చెరువులు, కుంటలు పూడికతీతలో ప్రజలు భాగస్వామ్యం కావాలని నీటి పారుదల శాఖ అధికారులు చెప్పారు. ప్రభుత్వం గొప్ప ఆశయంతో చేపట్టిన ఈ కార్యక్రమంలో రైతులు చెరువుల మట్టిని తమ పొలాలకు తరలించుకోవాలని సూచించారు. [1011,1393,1472,1446]
paragraph-text: గత ఎన్నికల్లో ముఖ్యమంత్రి కేసీఆర్ ఇచ్చిన హామీ మేరకు గోదావరిఖని, ఖమ్మంలలో సూపర్‌స్పెషాలటీ ఆసుపత్రుల నిర్మాణానికి యాజమాన్యం అంగీకరించిందని, ఇందుకు అనుగుణంగా సిఎం కూడా చర్యలు తీసుకోవాలని తెబొగకాసం కార్యదర్శి మిర్యాల రాజిరెడ్డి అన్నారు. కార్మికులకు అధునాతన వైద్య సేవలు అందించేందుకు ఇది ఎంతగానో దోహదపడుతుందన్నారు. [1011,239,1472,330]
paragraph-continued: పరిధిలో ఈ కేసు ఉందని పేర్కొన్నారు. మధుప్రియ, శ్రీకాంత్ పూర్తిగా రాజీకొస్తారని భావిస్తున్నారా అని విలేకరులు ప్రశ్నించగా, ఆ విషయంలో తాము ఏమీ చెప్పలేమని, కౌన్సిలింగ్ తర్వాత నిర్ణయం వారిదేనని అన్నారు. [507,1430,975,1482]
paragraph-text: మిషన్ కాకతీయ కింద చెరువులు, కుంటలు పూడికతీతలో ప్రజలు భాగస్వామ్యం కావాలని నీటి పారుదల శాఖ అధికారులు చెప్పారు. ప్రభుత్వం గొప్ప ఆశయంతో చేపట్టిన ఈ కార్యక్రమంలో రైతులు చెరువుల మట్టిని తమ పొలాలకు తరలించుకోవాలని సూచించారు. [1011,1450,1472,1502]
main-story-header [10,105,485,532]
paragraph-continued: మిషన్ భగీరథను కచ్చితంగా పూర్తి చేస్తాం [10,1827,210,1842]
dateline: ఆదిలాబాద్: [1035,2006,1096,2021]
main-headline-line-1: హామీలన్నీ [103,121,392,209]
paragraph [10,2195,487,2402]
paragraph: దూరదృష్టితో మేము తీసుకున్న నిర్ణయం వల్ల విత్తనాలు, ఎరువుల కొరత లేకుండా రైతులకు పంపిణీ చేశాం. [507,146,975,180]
paragraph-continued: రాష్ట్ర నాయకులు మనోహర్‌రాజు, మైస శ్రీనివాస్ తదితరులు పాల్గొన్నారు. [507,692,863,707]
defection-story-header [10,2161,485,2193]
dateline: ఆదిలాబాద్: [1035,239,1096,254]
paragraph [1011,813,1472,870]
paragraph-continued: మిషన్ భగీరథను కచ్చితంగా పూర్తి చేసి, తెలంగాణ ప్రజలకు నీరందిస్తామని రాష్ట్ర సీఎం కేసీఆర్ స్పష్టం చేశారు. ప్రాజెక్టులను సమైక్య రాష్ట్రంలో ఒక ఎత్తుగడతో అడ్డుకున్నారని ఆరోపించారు. 'అంతర్ రాష్ట్ర వివాదాల్లో ఇరికించడం తొలి ఎత్తుగడ. లోయర్ పెన్‌గంగను కాంగ్రెస్ ప్రభుత్వం ఎందుకు నిర్మించలేదు. ఒక వేళ అంతర్రాష్ట్ర వివాదాల్లో ఉంటే మరింత జఠిలం చేయడం రెండు ఎత్తుగడ. అప్పులు తెస్తున్నారంటూ అనవసర రాద్ధాంతం చేస్తున్నారు. ప్రభుత్వంలో ముందస్తు ప్రణాళిక రూపొందిస్తోంది. ప్రణాళిక అనుగుణంగా నిధుల సమకూర్పుపై ఆలోచిస్తున్నాం. ఈ క్రమంలోనే బడ్జెట్ రూపకల్పన ఉంటుంది. ఎస్ఎల్‌బీసీ పనులు అడ్డుకున్నారు. వైఎస్ సాయుధ పోలీసులను పెట్టి [10,1639,487,1785]
paragraph-continued: పరిధిలో ఈ కేసు ఉందని పేర్కొన్నారు. మధుప్రియ, శ్రీకాంత్ పూర్తిగా రాజీకొస్తారని భావిస్తున్నారా అని విలేకరులు ప్రశ్నించగా, ఆ విషయంలో తాము ఏమీ చెప్పలేమని, కౌన్సిలింగ్ తర్వాత నిర్ణయం వారిదేనని అన్నారు. [507,1543,975,1595]
